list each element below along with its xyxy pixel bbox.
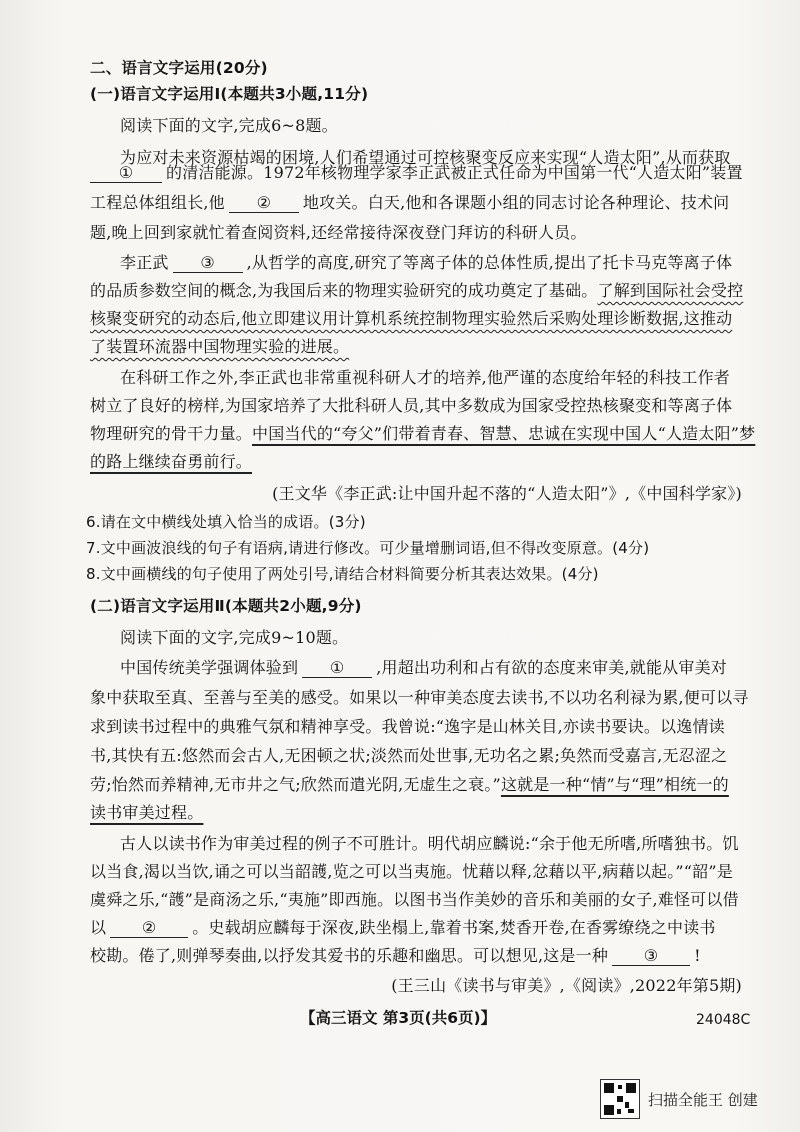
part1-heading: (一)语言文字运用Ⅰ(本题共3小题,11分) [90,85,369,103]
p3-line-c: 物理研究的骨干力量。中国当代的“夸父”们带着青春、智慧、忠诚在实现中国人“人造太阳”梦 [90,424,756,443]
question-8: 8.文中画横线的句子使用了两处引号,请结合材料简要分析其表达效果。(4分) [86,565,599,583]
blank-p4-1: ① [302,659,372,678]
p5-line-c: 虞舜之乐,“頀”是商汤之乐,“夷施”即西施。以图书当作美妙的音乐和美丽的女子,难怪可以借 [90,890,739,909]
p5-line-e: 校勘。倦了,则弹琴奏曲,以抒发其爱书的乐趣和幽思。可以想见,这是一种 ③ ! [90,946,701,965]
wavy-sentence-middle: 核聚变研究的动态后,他立即建议用计算机系统控制物理实验然后采购处理诊断数据,这推动 [90,309,733,328]
p4-line-d: 书,其快有五:悠然而会古人,无困顿之状;淡然而处世事,无功名之累;奂然而受嘉言,无忍涩之 [90,746,728,765]
page-footer: 【高三语文 第3页(共6页)】 [300,1009,497,1027]
blank-3: ③ [173,254,243,273]
part2-intro: 阅读下面的文字,完成9~10题。 [120,628,349,647]
part2-heading: (二)语言文字运用Ⅱ(本题共2小题,9分) [90,597,362,615]
blank-2: ② [229,194,299,213]
p4-line-a: 中国传统美学强调体验到 ① ,用超出功利和占有欲的态度来审美,就能从审美对 [120,658,727,677]
watermark-text: 扫描全能王 创建 [648,1090,758,1109]
p5-line-d: 以 ② 。史载胡应麟每于深夜,趺坐榻上,靠着书案,焚香开卷,在香雾缭绕之中读书 [90,918,716,937]
underlined-sentence-2-start: 这就是一种“情”与“理”相统一的 [500,775,729,794]
underlined-sentence-start: 中国当代的“夸父”们带着青春、智慧、忠诚在实现中国人“人造太阳”梦 [252,424,756,443]
p4-line-b: 象中获取至真、至善与至美的感受。如果以一种审美态度去读书,不以功名利禄为累,便可以寻 [90,688,749,707]
part1-intro: 阅读下面的文字,完成6~8题。 [120,116,338,135]
wavy-sentence-start: 了解到国际社会受控 [597,281,744,300]
exam-code: 24048C [696,1012,751,1028]
blank-p5-3: ③ [612,947,690,966]
p5-line-b: 以当食,渴以当饮,诵之可以当韶頀,览之可以当夷施。忧藉以释,忿藉以平,病藉以起。”“韶”是 [90,862,733,881]
p4-line-c: 求到读书过程中的典雅气氛和精神享受。我曾说:“逸字是山林关目,亦读书要诀。以逸情读 [90,717,725,736]
scanner-watermark [600,1079,758,1119]
wavy-sentence-end: 了装置环流器中国物理实验的进展。 [90,337,350,356]
p1-line-a: 为应对未来资源枯竭的困境,人们希望通过可控核聚变反应来实现“人造太阳”,从而获取 [120,148,731,167]
p4-line-e: 劳;怡然而养精神,无市井之气;欣然而遣光阴,无虚生之衰。”这就是一种“情”与“理”相统一的 [90,775,729,794]
p3-line-a: 在科研工作之外,李正武也非常重视科研人才的培养,他严谨的态度给年轻的科技工作者 [120,368,730,387]
blank-p5-2: ② [110,919,188,938]
p2-line-b: 的品质参数空间的概念,为我国后来的物理实验研究的成功奠定了基础。了解到国际社会受控 [90,281,744,300]
source-1: (王文华《李正武:让中国升起不落的“人造太阳”》,《中国科学家》) [272,484,742,503]
question-7: 7.文中画波浪线的句子有语病,请进行修改。可少量增删词语,但不得改变原意。(4分) [86,539,650,557]
source-2: (王三山《读书与审美》,《阅读》,2022年第5期) [391,976,742,995]
section-heading: 二、语言文字运用(20分) [90,59,268,77]
p1-line-d: 题,晚上回到家就忙着查阅资料,还经常接待深夜登门拜访的科研人员。 [90,223,587,242]
p3-line-b: 树立了良好的榜样,为国家培养了大批科研人员,其中多数成为国家受控热核聚变和等离子体 [90,396,733,415]
p2-line-a: 李正武 ③ ,从哲学的高度,研究了等离子体的总体性质,提出了托卡马克等离子体 [120,253,733,272]
qr-code-icon [600,1079,640,1119]
p1-line-c: 工程总体组组长,他 ② 地攻关。白天,他和各课题小组的同志讨论各种理论、技术问 [90,193,730,212]
p1-line-b: ① 的清洁能源。1972年核物理学家李正武被正式任命为中国第一代“人造太阳”装置 [90,163,743,183]
question-6: 6.请在文中横线处填入恰当的成语。(3分) [86,513,366,531]
p5-line-a: 古人以读书作为审美过程的例子不可胜计。明代胡应麟说:“余于他无所嗜,所嗜独书。饥 [120,834,739,853]
blank-1: ① [90,164,162,183]
underlined-sentence-end: 的路上继续奋勇前行。 [90,452,253,471]
underlined-sentence-2-end: 读书审美过程。 [90,803,204,822]
